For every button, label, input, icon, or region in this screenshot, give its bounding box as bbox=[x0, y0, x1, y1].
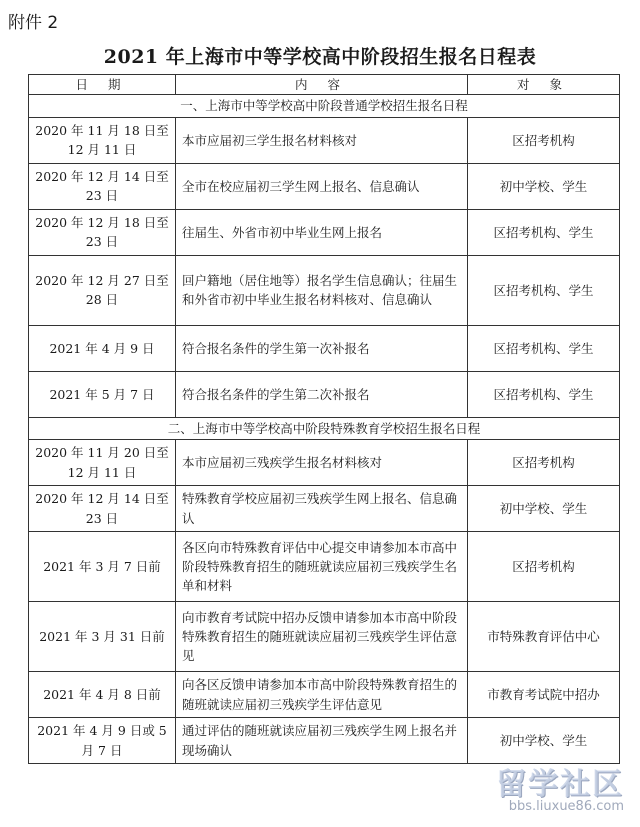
row-content: 向各区反馈申请参加本市高中阶段特殊教育招生的随班就读应届初三残疾学生评估意见 bbox=[176, 672, 468, 718]
site-watermark bbox=[448, 759, 628, 821]
row-date: 2020 年 12 月 27 日至 28 日 bbox=[29, 255, 176, 325]
table-row bbox=[29, 325, 620, 371]
row-date: 2020 年 12 月 18 日至 23 日 bbox=[29, 209, 176, 255]
row-date: 2021 年 5 月 7 日 bbox=[29, 371, 176, 417]
attachment-label: 附件 2 bbox=[8, 13, 59, 33]
row-target: 区招考机构、学生 bbox=[468, 371, 620, 417]
row-date: 2021 年 3 月 7 日前 bbox=[29, 532, 176, 602]
row-content: 本市应届初三学生报名材料核对 bbox=[176, 117, 468, 163]
section-heading: 二、上海市中等学校高中阶段特殊教育学校招生报名日程 bbox=[29, 417, 620, 439]
section-heading-row bbox=[29, 417, 620, 439]
section-heading: 一、上海市中等学校高中阶段普通学校招生报名日程 bbox=[29, 95, 620, 117]
header-date: 日 期 bbox=[29, 75, 176, 95]
table-row bbox=[29, 602, 620, 672]
row-content: 特殊教育学校应届初三残疾学生网上报名、信息确认 bbox=[176, 486, 468, 532]
row-content: 向市教育考试院中招办反馈申请参加本市高中阶段特殊教育招生的随班就读应届初三残疾学生评估意见 bbox=[176, 602, 468, 672]
table-row bbox=[29, 255, 620, 325]
row-target: 区招考机构、学生 bbox=[468, 209, 620, 255]
row-date: 2020 年 12 月 14 日至 23 日 bbox=[29, 486, 176, 532]
watermark-logo: 留学社区 bbox=[496, 767, 624, 802]
section-heading-row bbox=[29, 95, 620, 117]
row-content: 本市应届初三残疾学生报名材料核对 bbox=[176, 440, 468, 486]
row-date: 2021 年 3 月 31 日前 bbox=[29, 602, 176, 672]
row-content: 回户籍地（居住地等）报名学生信息确认；往届生和外省市初中毕业生报名材料核对、信息确认 bbox=[176, 255, 468, 325]
table-row bbox=[29, 486, 620, 532]
row-content: 符合报名条件的学生第一次补报名 bbox=[176, 325, 468, 371]
row-content: 通过评估的随班就读应届初三残疾学生网上报名并现场确认 bbox=[176, 718, 468, 764]
header-target: 对 象 bbox=[468, 75, 620, 95]
row-target: 区招考机构、学生 bbox=[468, 325, 620, 371]
row-content: 符合报名条件的学生第二次补报名 bbox=[176, 371, 468, 417]
row-date: 2021 年 4 月 9 日或 5 月 7 日 bbox=[29, 718, 176, 764]
row-content: 往届生、外省市初中毕业生网上报名 bbox=[176, 209, 468, 255]
row-date: 2020 年 12 月 14 日至 23 日 bbox=[29, 163, 176, 209]
table-row bbox=[29, 440, 620, 486]
row-content: 全市在校应届初三学生网上报名、信息确认 bbox=[176, 163, 468, 209]
watermark-url: bbs.liuxue86.com bbox=[508, 799, 624, 814]
table-row bbox=[29, 163, 620, 209]
table-row bbox=[29, 532, 620, 602]
row-date: 2020 年 11 月 18 日至 12 月 11 日 bbox=[29, 117, 176, 163]
row-target: 初中学校、学生 bbox=[468, 718, 620, 764]
row-target: 区招考机构 bbox=[468, 117, 620, 163]
row-target: 区招考机构 bbox=[468, 440, 620, 486]
row-date: 2020 年 11 月 20 日至 12 月 11 日 bbox=[29, 440, 176, 486]
schedule-table bbox=[28, 74, 620, 764]
row-content: 各区向市特殊教育评估中心提交申请参加本市高中阶段特殊教育招生的随班就读应届初三残疾学生名单和材料 bbox=[176, 532, 468, 602]
header-content: 内 容 bbox=[176, 75, 468, 95]
page-title: 2021 年上海市中等学校高中阶段招生报名日程表 bbox=[103, 46, 537, 68]
table-row bbox=[29, 371, 620, 417]
row-target: 初中学校、学生 bbox=[468, 486, 620, 532]
table-row bbox=[29, 718, 620, 764]
row-target: 初中学校、学生 bbox=[468, 163, 620, 209]
row-target: 市教育考试院中招办 bbox=[468, 672, 620, 718]
header-row bbox=[29, 75, 620, 95]
row-target: 市特殊教育评估中心 bbox=[468, 602, 620, 672]
row-date: 2021 年 4 月 8 日前 bbox=[29, 672, 176, 718]
row-target: 区招考机构 bbox=[468, 532, 620, 602]
row-date: 2021 年 4 月 9 日 bbox=[29, 325, 176, 371]
row-target: 区招考机构、学生 bbox=[468, 255, 620, 325]
table-row bbox=[29, 209, 620, 255]
table-row bbox=[29, 672, 620, 718]
table-row bbox=[29, 117, 620, 163]
